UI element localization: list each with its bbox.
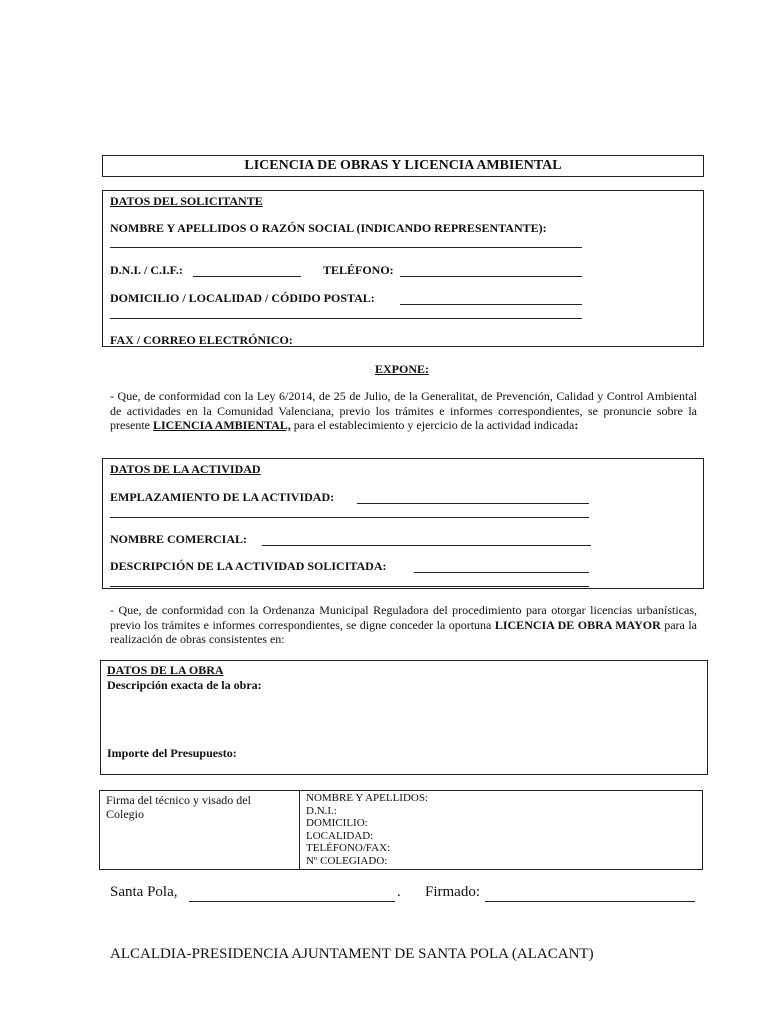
fax-field[interactable] [312, 346, 582, 347]
telefono-label: TELÉFONO: [323, 263, 394, 277]
telefono-field[interactable] [400, 276, 582, 277]
expone-text-end: : [574, 418, 579, 432]
firma-tecnico-cell[interactable] [106, 793, 286, 821]
obra-descripcion-label: Descripción exacta de la obra: [107, 678, 262, 692]
licencia-obra-mayor-text: LICENCIA DE OBRA MAYOR [494, 617, 661, 632]
tecnico-field-dni: D.N.I.: [306, 804, 337, 817]
emplazamiento-field-2[interactable] [110, 517, 589, 518]
licencia-ambiental-text: LICENCIA AMBIENTAL, [152, 418, 291, 432]
expone-paragraph [110, 389, 697, 433]
lugar-label: Santa Pola, [110, 884, 178, 900]
emplazamiento-label: EMPLAZAMIENTO DE LA ACTIVIDAD: [110, 490, 335, 504]
tecnico-fields [306, 792, 428, 868]
domicilio-field-1[interactable] [400, 304, 582, 305]
obra-heading: DATOS DE LA OBRA [107, 663, 224, 677]
title-box [102, 155, 704, 177]
tecnico-field-domicilio: DOMICILIO: [306, 817, 368, 830]
obra-section [100, 660, 708, 775]
firma-field[interactable] [485, 901, 695, 902]
descripcion-field-1[interactable] [414, 572, 589, 573]
tecnico-table [99, 790, 703, 870]
lugar-end: . [397, 884, 401, 900]
page-title: LICENCIA DE OBRAS Y LICENCIA AMBIENTAL [244, 158, 562, 173]
tecnico-field-telefono: TELÉFONO/FAX: [306, 842, 391, 855]
expone-text-2: para el establecimiento y ejercicio de la actividad indicada [290, 418, 575, 432]
solicitante-heading: DATOS DEL SOLICITANTE [110, 194, 263, 208]
expone-text-1: - Que, de conformidad con la Ley 6/2014, de 25 de Julio, de la Generalitat, de Prevención, Calidad y Control Ambiental de actividades en la Comunidad Valenciana, previo los trámites e informes correspondientes, se pronuncie sobre la presente [110, 389, 697, 432]
nombre-field[interactable] [110, 247, 582, 248]
descripcion-actividad-label: DESCRIPCIÓN DE LA ACTIVIDAD SOLICITADA: [110, 559, 387, 573]
firmado-label: Firmado: [425, 884, 480, 900]
nombre-comercial-field[interactable] [262, 545, 591, 546]
tecnico-field-colegiado: Nº COLEGIADO: [306, 854, 388, 867]
fax-label: FAX / CORREO ELECTRÓNICO: [110, 333, 293, 347]
actividad-heading: DATOS DE LA ACTIVIDAD [110, 462, 261, 476]
domicilio-field-2[interactable] [110, 318, 582, 319]
actividad-section [102, 458, 704, 589]
ordenanza-text-1: - Que, de conformidad con la Ordenanza Municipal Reguladora del procedimiento para otorgar licencias urbanísticas, previo los trámites e informes correspondientes, se digne conceder la oportuna [110, 603, 697, 632]
tecnico-field-nombre: NOMBRE Y APELLIDOS: [306, 792, 429, 804]
table-divider [299, 791, 300, 869]
fecha-field[interactable] [189, 901, 395, 902]
tecnico-field-localidad: LOCALIDAD: [306, 829, 374, 842]
emplazamiento-field-1[interactable] [357, 503, 589, 504]
institution-footer: ALCALDIA-PRESIDENCIA AJUNTAMENT DE SANTA POLA (ALACANT) [110, 946, 594, 962]
firma-tecnico-label: Firma del técnico y visado del Colegio [106, 793, 251, 821]
obra-descripcion-field[interactable] [107, 695, 697, 743]
dni-field[interactable] [193, 276, 301, 277]
solicitante-section [102, 190, 704, 347]
domicilio-label: DOMICILIO / LOCALIDAD / CÓDIDO POSTAL: [110, 291, 375, 305]
expone-heading: EXPONE: [375, 362, 429, 376]
dni-label: D.N.I. / C.I.F.: [110, 263, 183, 277]
nombre-comercial-label: NOMBRE COMERCIAL: [110, 532, 247, 546]
nombre-label: NOMBRE Y APELLIDOS O RAZÓN SOCIAL (INDICANDO REPRESENTANTE): [110, 221, 547, 235]
importe-label: Importe del Presupuesto: [107, 746, 237, 760]
ordenanza-text-2: para la realización de obras consistentes en: [110, 617, 697, 646]
descripcion-field-2[interactable] [110, 586, 589, 587]
ordenanza-paragraph [110, 603, 697, 647]
